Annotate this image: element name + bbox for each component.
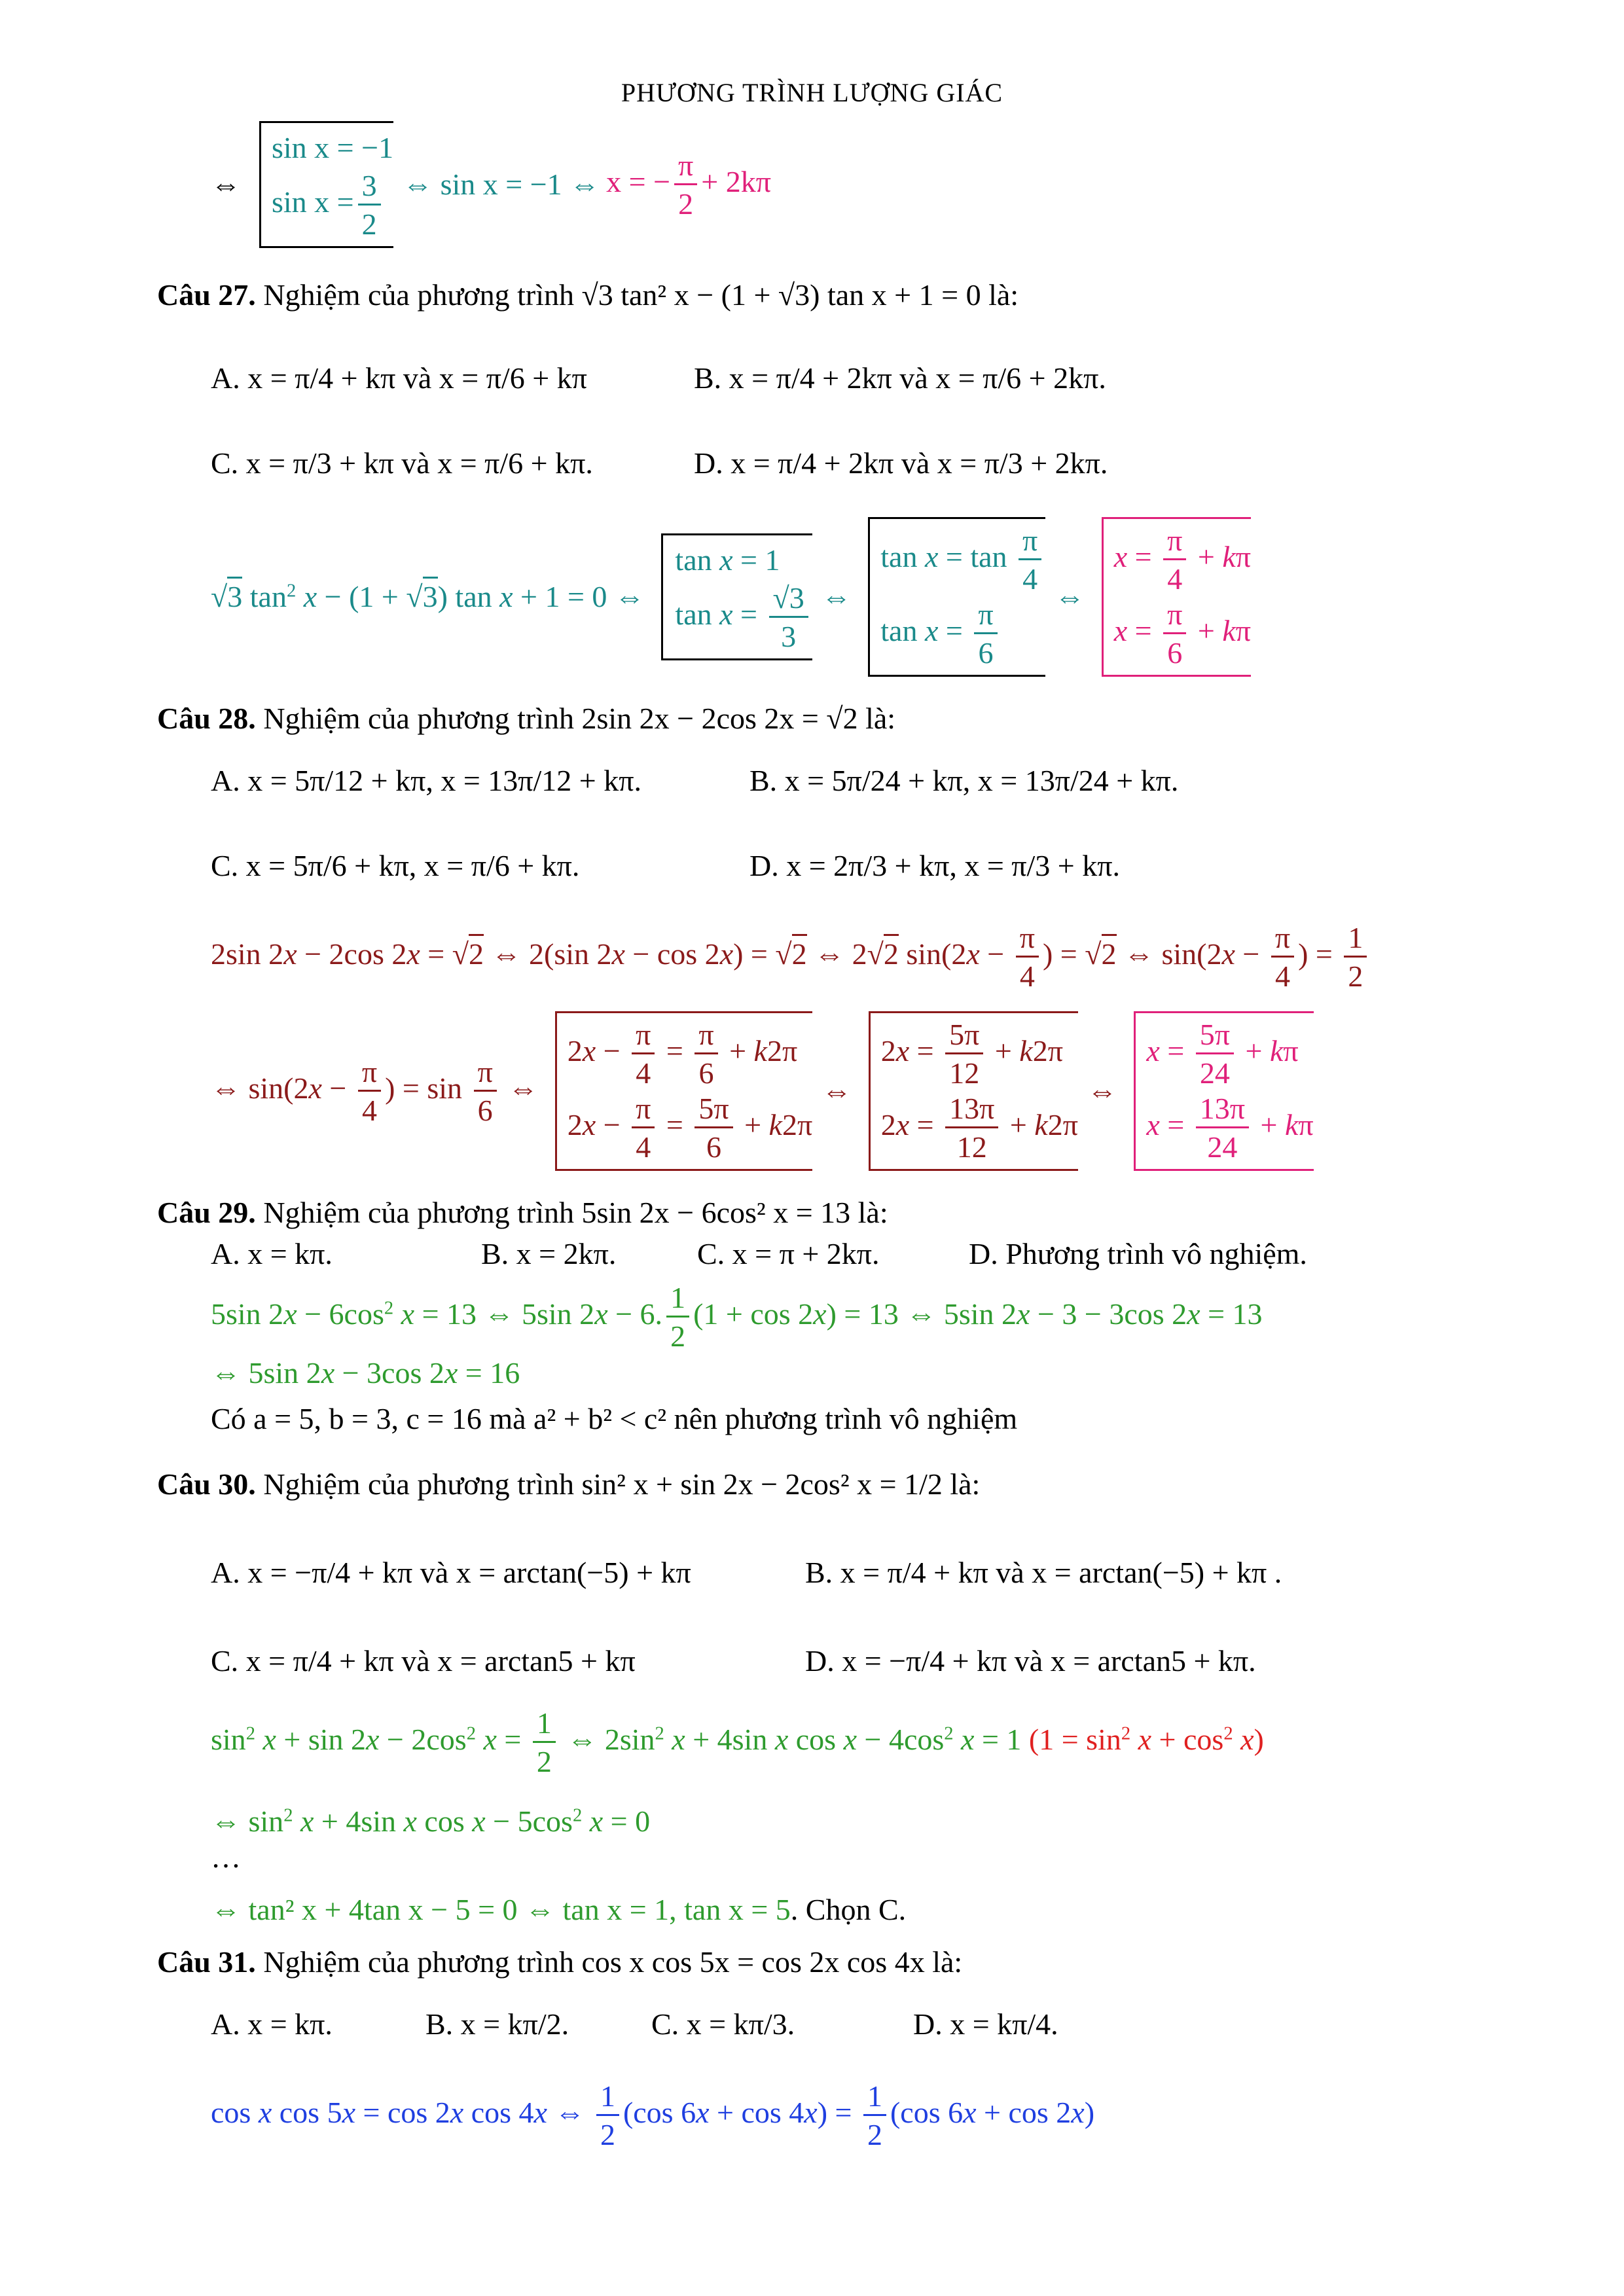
- q26-row2: sin x = $\frac{3}{2}$: [272, 168, 393, 242]
- q30-solution-line3: ⇔ tan² x + 4tan x − 5 = 0 ⇔ tan x = 1, tan x = 5. Chọn C.: [211, 1893, 907, 1926]
- page-header: PHƯƠNG TRÌNH LƯỢNG GIÁC: [621, 78, 1003, 107]
- q30-ellipsis: …: [211, 1840, 241, 1874]
- q29-solution-line1: 5sin $2x - 6\cos^2$ x = 13 ⇔ 5sin 2x − 6. $\frac{1}{2}$ (1 + cos 2x) = 13 ⇔ 5sin 2x − 3 − 3cos 2x = 13: [211, 1281, 1263, 1353]
- q28-option-c: C. x = 5π/6 + kπ, x = π/6 + kπ.: [211, 849, 580, 882]
- q29-option-c: C. x = π + 2kπ.: [697, 1237, 880, 1270]
- q26-mid: ⇔ sin x = −1 ⇔: [403, 168, 600, 202]
- q29-solution-note: Có a = 5, b = 3, c = 16 mà a² + b² < c² nên phương trình vô nghiệm: [211, 1402, 1018, 1435]
- q27-stem: Câu 27. Nghiệm của phương trình √3 tan² x − (1 + √3) tan x + 1 = 0 là:: [157, 278, 1019, 312]
- q26-solution: ⇔ sin x = −1 sin x = $\frac{3}{2}$ ⇔ sin x = −1 ⇔ x = − $\frac{\pi}{2}$ + 2kπ: [211, 121, 771, 248]
- q27-solution: √3 $\tan^2 x - (1 + √3)$ tan x + 1 = 0 ⇔ tan x = 1 tan x = $\frac{√3}{3}$ ⇔ tan x = tan $\frac{\pi}{4}$ tan x = $\frac{\pi}{6}$ ⇔ x = $\frac{\pi}{4}$ + kπ x = $\frac{\pi}{6}$ + kπ: [211, 517, 1260, 677]
- q31-option-b: B. x = kπ/2.: [425, 2007, 569, 2041]
- q29-option-b: B. x = 2kπ.: [481, 1237, 617, 1270]
- q31-option-d: D. x = kπ/4.: [913, 2007, 1058, 2041]
- q29-stem: Câu 29. Nghiệm của phương trình 5sin 2x − 6cos² x = 13 là:: [157, 1196, 888, 1229]
- q30-option-d: D. x = −π/4 + kπ và x = arctan5 + kπ.: [805, 1644, 1256, 1677]
- q29-option-a: A. x = kπ.: [211, 1237, 333, 1270]
- q30-solution-line2: ⇔ $\sin^2 x + 4\sin$ x $\cos x - 5\cos^2$ x = 0: [211, 1804, 651, 1838]
- q31-option-c: C. x = kπ/3.: [651, 2007, 795, 2041]
- q28-stem: Câu 28. Nghiệm của phương trình 2sin 2x − 2cos 2x = √2 là:: [157, 702, 896, 735]
- q28-solution-line1: 2sin 2x − 2cos 2x = √2 ⇔ 2(sin 2x − cos 2x) = √2 ⇔ 2√2 sin(2x − $\frac{\pi}{4}$ ) = √2 ⇔ sin(2x − $\frac{\pi}{4}$ ) = $\frac{1}{2}$: [211, 923, 1371, 992]
- q28-option-a: A. x = 5π/12 + kπ, x = 13π/12 + kπ.: [211, 764, 641, 797]
- q31-stem: Câu 31. Nghiệm của phương trình cos x cos 5x = cos 2x cos 4x là:: [157, 1945, 963, 1979]
- q27-option-d: D. x = π/4 + 2kπ và x = π/3 + 2kπ.: [694, 446, 1108, 480]
- q30-solution-line1: $\sin^2 x + \sin 2x - 2\cos^2$ x = $\frac{1}{2}$ ⇔ $2\sin^2$ x + 4sin x $\cos x - 4\cos^2$ x = 1 $(1 = \sin^2 x + \cos^2 x)$: [211, 1706, 1264, 1778]
- q29-solution-line2: ⇔ 5sin 2x − 3cos 2x = 16: [211, 1356, 520, 1390]
- q28-option-d: D. x = 2π/3 + kπ, x = π/3 + kπ.: [749, 849, 1120, 882]
- q30-option-c: C. x = π/4 + kπ và x = arctan5 + kπ: [211, 1644, 636, 1677]
- q31-solution: cos x cos 5x = cos 2x cos 4x ⇔ $\frac{1}{2}$ (cos 6x + cos 4x) = $\frac{1}{2}$ (cos 6x + cos 2x): [211, 2079, 1095, 2151]
- q27-option-c: C. x = π/3 + kπ và x = π/6 + kπ.: [211, 446, 593, 480]
- q30-option-a: A. x = −π/4 + kπ và x = arctan(−5) + kπ: [211, 1556, 691, 1589]
- q28-option-b: B. x = 5π/24 + kπ, x = 13π/24 + kπ.: [749, 764, 1179, 797]
- q29-option-d: D. Phương trình vô nghiệm.: [969, 1237, 1307, 1270]
- q27-option-b: B. x = π/4 + 2kπ và x = π/6 + 2kπ.: [694, 361, 1106, 395]
- q27-option-a: A. x = π/4 + kπ và x = π/6 + kπ: [211, 361, 587, 395]
- q31-option-a: A. x = kπ.: [211, 2007, 333, 2041]
- q30-stem: Câu 30. Nghiệm của phương trình sin² x + sin 2x − 2cos² x = 1/2 là:: [157, 1467, 981, 1501]
- q26-result: x = − $\frac{\pi}{2}$ + 2kπ: [606, 148, 771, 221]
- q30-option-b: B. x = π/4 + kπ và x = arctan(−5) + kπ .: [805, 1556, 1282, 1589]
- q28-solution-line2: ⇔ sin(2x − $\frac{\pi}{4}$ ) = sin $\frac{\pi}{6}$ ⇔ 2x − $\frac{\pi}{4}$ = $\frac{\pi}{6}$ + k2π 2x − $\frac{\pi}{4}$ = $\frac{5\pi}{6}$ + k2π ⇔ 2x = $\frac{5\pi}{12}$ + k2π 2x = $\frac{13\pi}{12}$ + k2π ⇔ x = $\frac{5\pi}{24}$ + kπ x = $\frac{13\pi}{24}$ + kπ: [211, 1011, 1323, 1171]
- q26-row1: sin x = −1: [272, 131, 394, 164]
